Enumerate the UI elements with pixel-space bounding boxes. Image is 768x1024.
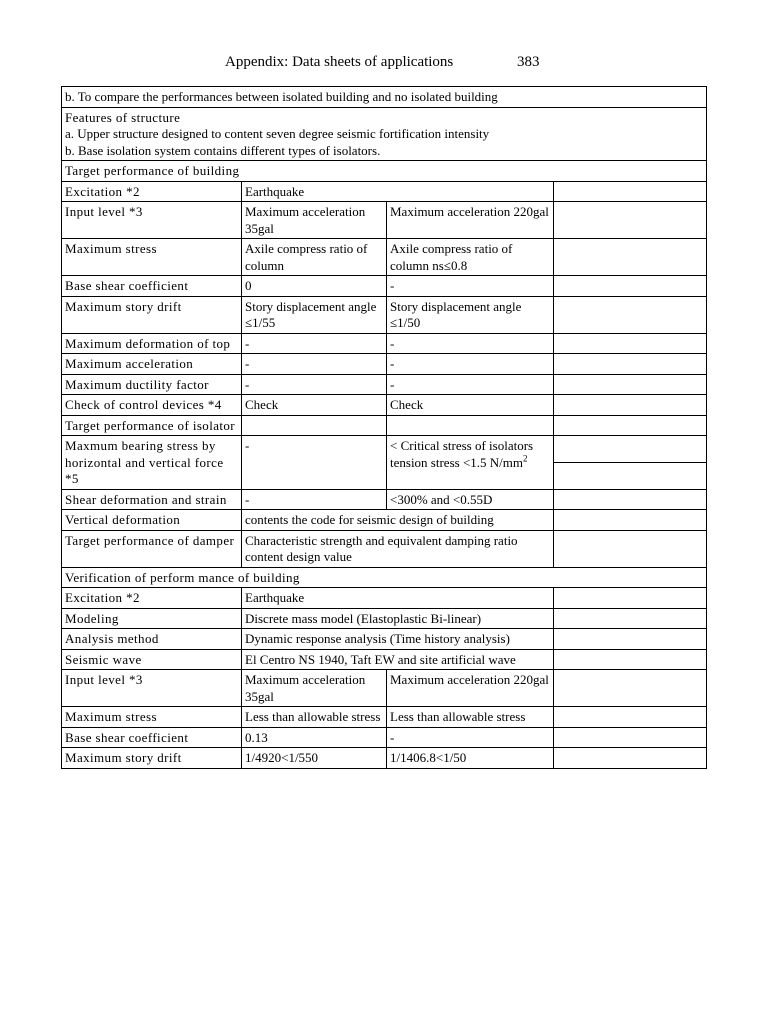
row-value: Discrete mass model (Elastoplastic Bi-linear): [241, 609, 553, 629]
row-value-b-text: < Critical stress of isolators tension stress <1.5 N/mm: [390, 438, 534, 470]
row-value: El Centro NS 1940, Taft EW and site artificial wave: [241, 650, 553, 670]
row-value: Dynamic response analysis (Time history analysis): [241, 629, 553, 649]
row-blank: [553, 276, 706, 296]
row-blank: [553, 334, 706, 354]
row-label: Maxmum bearing stress by horizontal and vertical force *5: [65, 438, 224, 486]
row-blank: [553, 588, 706, 608]
table-row: [62, 608, 706, 629]
row-label: Maximum deformation of top: [65, 335, 231, 351]
row-value-a: -: [241, 334, 386, 354]
row-value-b-text: Check: [390, 397, 424, 412]
row-blank: [553, 375, 706, 395]
row-value-b-text: -: [390, 335, 395, 351]
row-blank: [553, 728, 706, 748]
row-label: Analysis method: [65, 631, 159, 646]
table-row: [62, 628, 706, 649]
table-row: [62, 587, 706, 608]
table-row: [62, 353, 706, 374]
features-line-b: b. Base isolation system contains different types of isolators.: [65, 142, 381, 158]
row-value-b-text: Maximum acceleration 220gal: [390, 204, 549, 219]
verification-section-row: [62, 567, 706, 588]
row-label: Shear deformation and strain: [65, 491, 227, 507]
row-blank: [553, 202, 706, 238]
data-sheet-table: [61, 86, 707, 769]
row-value-a: Maximum acceleration 35gal: [241, 202, 386, 238]
row-value-a: 0.13: [241, 728, 386, 748]
row-blank: [553, 436, 706, 489]
row-value: Earthquake: [241, 588, 553, 608]
purpose-row: [62, 87, 706, 107]
row-value-b-text: Less than allowable stress: [390, 709, 526, 724]
row-value-a: Maximum acceleration 35gal: [241, 670, 386, 706]
features-title: Features of structure: [65, 109, 181, 125]
table-row: [62, 374, 706, 395]
row-blank: [553, 395, 706, 415]
page-header: [0, 54, 768, 74]
row-value-a: Story displacement angle ≤1/55: [241, 297, 386, 333]
running-title: Appendix: Data sheets of applications: [225, 54, 454, 70]
row-value-b: [386, 276, 553, 296]
row-value-a: 0: [241, 276, 386, 296]
table-row: [62, 181, 706, 202]
row-value-a: Axile compress ratio of column: [241, 239, 386, 275]
row-label: Modeling: [65, 610, 119, 626]
table-row: [62, 333, 706, 354]
row-value-b: [386, 202, 553, 238]
row-value-b: [386, 297, 553, 333]
row-label: Target performance of damper: [65, 532, 235, 548]
row-blank: [553, 629, 706, 649]
row-label: Seismic wave: [65, 651, 142, 667]
row-value-b: [386, 395, 553, 415]
row-blank: [553, 670, 706, 706]
table-row: [62, 669, 706, 706]
row-label: Target performance of isolator: [65, 417, 236, 433]
row-value: Earthquake: [241, 182, 553, 202]
row-value-b-text: Maximum acceleration 220gal: [390, 672, 549, 687]
row-value-b: [386, 354, 553, 374]
row-value-b: [386, 748, 553, 768]
row-label: Excitation *2: [65, 590, 140, 605]
row-value-a: -: [241, 436, 386, 489]
row-value-a: [241, 416, 386, 436]
purpose-text: b. To compare the performances between isolated building and no isolated building: [65, 89, 498, 104]
row-value-b-text: -: [390, 729, 395, 745]
row-label: Input level *3: [65, 672, 143, 687]
verification-section-title: Verification of perform mance of building: [65, 569, 300, 585]
target-section-title: Target performance of building: [65, 163, 240, 178]
table-row: [62, 238, 706, 275]
table-row: [62, 296, 706, 333]
target-section-row: [62, 160, 706, 181]
row-label: Maximum stress: [65, 241, 157, 256]
row-blank: [553, 297, 706, 333]
table-row: [62, 201, 706, 238]
row-value-b: [386, 707, 553, 727]
row-value: contents the code for seismic design of building: [241, 510, 553, 530]
row-value-b: [386, 334, 553, 354]
row-blank: [553, 490, 706, 510]
row-label: Check of control devices *4: [65, 397, 222, 412]
row-label: Input level *3: [65, 204, 143, 219]
row-label: Maximum story drift: [65, 750, 182, 765]
row-value-a: -: [241, 375, 386, 395]
table-row: [62, 706, 706, 727]
target-rows: [62, 181, 706, 567]
row-value-b-text: -: [390, 376, 395, 392]
row-value-b-text: Story displacement angle ≤1/50: [390, 298, 522, 330]
features-cell: [62, 108, 706, 161]
features-row: [62, 107, 706, 161]
row-value-b-text: -: [390, 356, 395, 371]
row-label: Excitation *2: [65, 183, 140, 199]
row-label: Base shear coefficient: [65, 278, 189, 293]
row-label: Maximum ductility factor: [65, 376, 209, 392]
row-blank: [553, 182, 706, 202]
row-blank: [553, 609, 706, 629]
row-value-b-text: <300% and <0.55D: [390, 491, 493, 507]
row-label: Base shear coefficient: [65, 729, 189, 745]
row-value-b: [386, 728, 553, 748]
row-blank: [553, 416, 706, 436]
table-row: [62, 415, 706, 436]
row-value: Characteristic strength and equivalent damping ratio content design value: [241, 531, 553, 567]
row-blank: [553, 748, 706, 768]
verification-rows: [62, 587, 706, 768]
row-label: Maximum acceleration: [65, 356, 194, 371]
row-value-b: [386, 375, 553, 395]
row-value-a: -: [241, 490, 386, 510]
page-number: 383: [517, 54, 540, 70]
row-blank: [553, 239, 706, 275]
superscript: 2: [523, 453, 528, 464]
table-row: [62, 747, 706, 768]
row-value-b: [386, 490, 553, 510]
row-value-b: [386, 436, 553, 489]
table-row: [62, 649, 706, 670]
row-blank: [553, 354, 706, 374]
row-value-b: [386, 416, 553, 436]
row-label: Vertical deformation: [65, 512, 181, 527]
row-value-a: Check: [241, 395, 386, 415]
row-value-b: [386, 670, 553, 706]
row-blank: [553, 510, 706, 530]
row-label: Maximum story drift: [65, 298, 182, 314]
features-line-a: a. Upper structure designed to content seven degree seismic fortification intensity: [65, 126, 490, 141]
row-blank: [553, 707, 706, 727]
table-row: [62, 394, 706, 415]
table-row: [62, 530, 706, 567]
table-row: [62, 489, 706, 510]
row-value-a: 1/4920<1/550: [241, 748, 386, 768]
row-blank: [553, 531, 706, 567]
table-row: [62, 275, 706, 296]
row-value-b-text: -: [390, 278, 395, 293]
row-label: Maximum stress: [65, 709, 157, 724]
row-value-b: [386, 239, 553, 275]
row-blank: [553, 650, 706, 670]
row-value-b-text: 1/1406.8<1/50: [390, 750, 467, 765]
table-row: [62, 727, 706, 748]
table-row: [62, 435, 706, 489]
row-value-a: -: [241, 354, 386, 374]
row-value-b-text: Axile compress ratio of column ns≤0.8: [390, 241, 513, 273]
row-value-a: Less than allowable stress: [241, 707, 386, 727]
table-row: [62, 509, 706, 530]
